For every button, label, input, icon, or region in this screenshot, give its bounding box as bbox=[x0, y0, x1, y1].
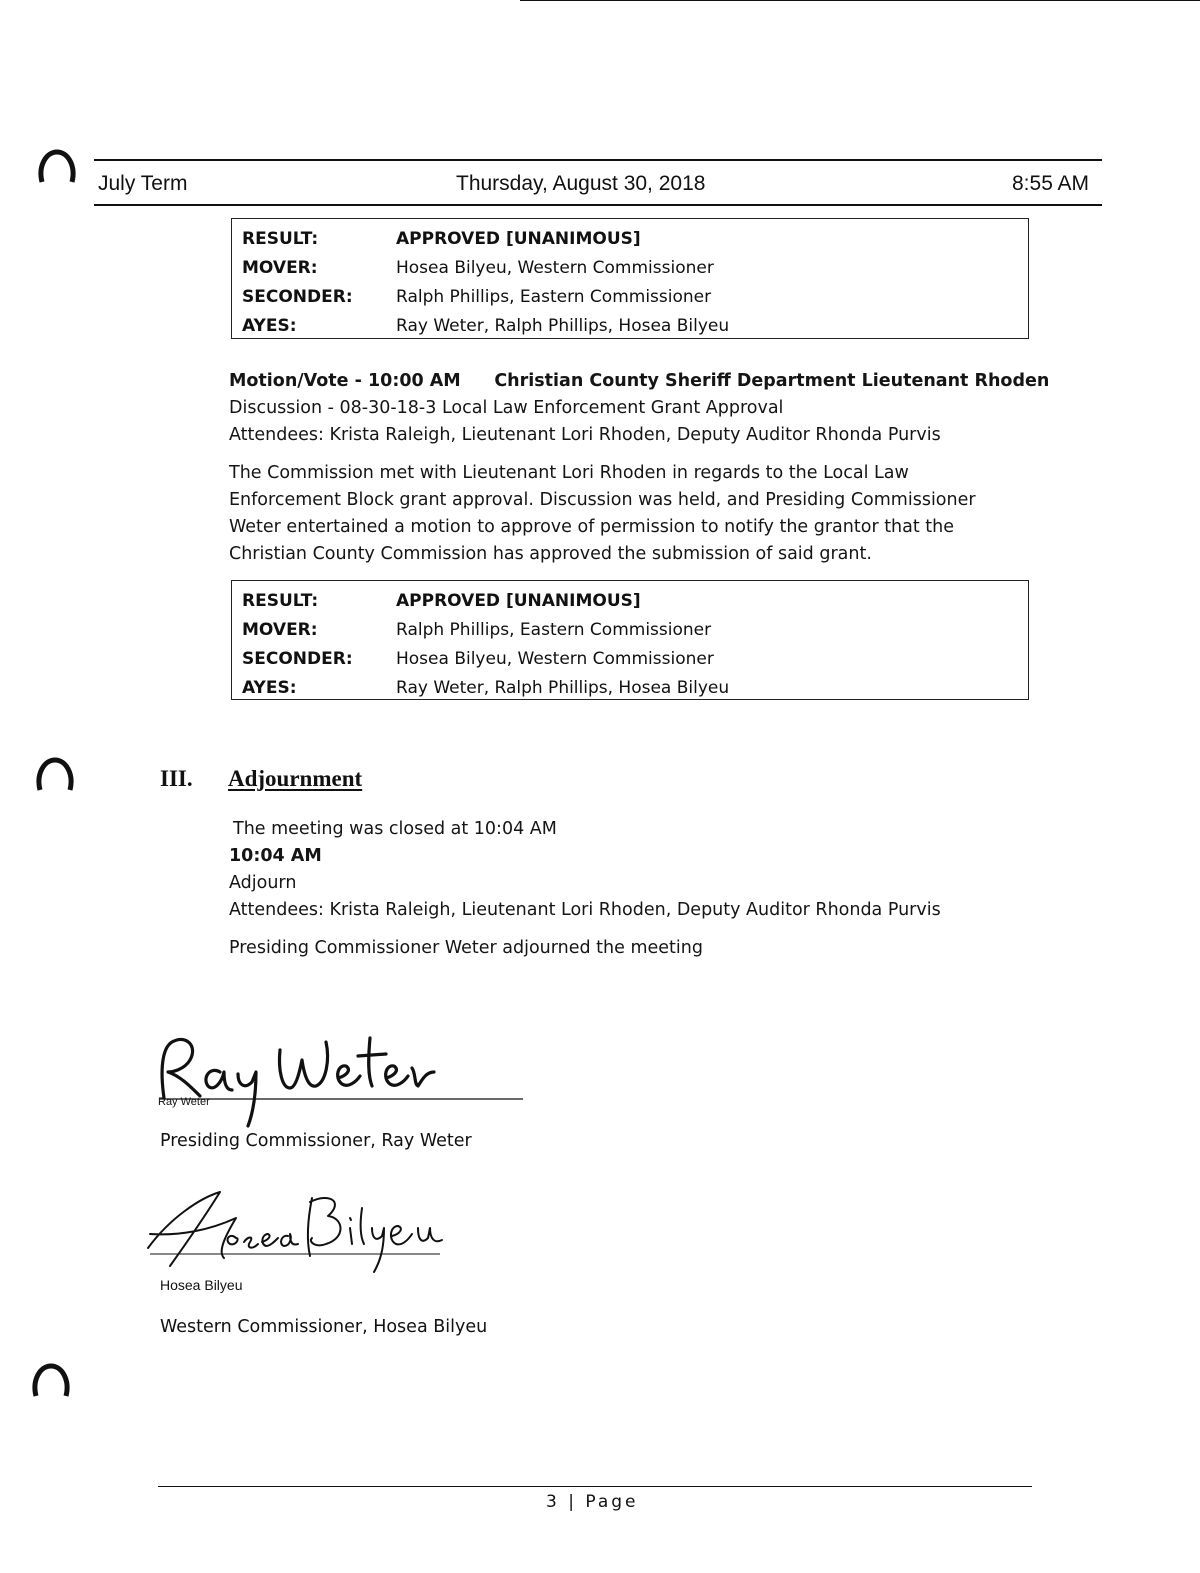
motion-heading bbox=[229, 368, 1049, 395]
result-label: RESULT: bbox=[242, 228, 319, 249]
section-title: Adjournment bbox=[228, 766, 363, 791]
motion-time: 10:00 AM bbox=[367, 371, 461, 391]
paragraph-line: Enforcement Block grant approval. Discussion was held, and Presiding Commissioner bbox=[229, 490, 976, 510]
signature-caption: Hosea Bilyeu bbox=[160, 1277, 243, 1293]
signatory-title: Presiding Commissioner, Ray Weter bbox=[160, 1131, 472, 1151]
vote-result-row bbox=[242, 586, 1018, 615]
ayes-label: AYES: bbox=[242, 315, 297, 336]
signature-caption: Ray Weter bbox=[158, 1096, 210, 1108]
adjournment-note: Presiding Commissioner Weter adjourned the meeting bbox=[229, 938, 703, 958]
vote-seconder-row bbox=[242, 282, 1018, 311]
header-date: Thursday, August 30, 2018 bbox=[456, 172, 706, 195]
paragraph-line: Christian County Commission has approved the submission of said grant. bbox=[229, 544, 872, 564]
mover-label: MOVER: bbox=[242, 257, 318, 278]
mover-value: Hosea Bilyeu, Western Commissioner bbox=[396, 257, 714, 278]
section-numeral: III. bbox=[160, 766, 193, 791]
mover-value: Ralph Phillips, Eastern Commissioner bbox=[396, 619, 712, 640]
header-top-rule bbox=[94, 159, 1102, 161]
result-label: RESULT: bbox=[242, 590, 319, 611]
header-time: 8:55 AM bbox=[1012, 172, 1090, 195]
page-number: 3 | Page bbox=[546, 1492, 639, 1512]
motion-paragraph bbox=[229, 460, 1049, 568]
paragraph-line: Weter entertained a motion to approve of permission to notify the grantor that the bbox=[229, 517, 955, 537]
signature-hosea-bilyeu bbox=[140, 1178, 460, 1278]
vote-result-row bbox=[242, 224, 1018, 253]
vote-result-box bbox=[231, 218, 1029, 339]
punch-hole-icon bbox=[36, 146, 78, 188]
scan-top-line bbox=[520, 0, 1200, 1]
mover-label: MOVER: bbox=[242, 619, 318, 640]
footer-rule bbox=[158, 1486, 1032, 1487]
motion-label: Motion/Vote - bbox=[229, 371, 368, 391]
result-value: APPROVED [UNANIMOUS] bbox=[396, 590, 641, 611]
vote-result-box bbox=[231, 580, 1029, 700]
seconder-value: Hosea Bilyeu, Western Commissioner bbox=[396, 648, 714, 669]
signatory-title: Western Commissioner, Hosea Bilyeu bbox=[160, 1317, 488, 1337]
punch-hole-icon bbox=[30, 1358, 72, 1400]
ayes-label: AYES: bbox=[242, 677, 297, 698]
ayes-value: Ray Weter, Ralph Phillips, Hosea Bilyeu bbox=[396, 315, 730, 336]
punch-hole-icon bbox=[34, 752, 76, 794]
motion-dept: Christian County Sheriff Department Lieutenant Rhoden bbox=[494, 371, 1050, 391]
seconder-label: SECONDER: bbox=[242, 648, 353, 669]
vote-ayes-row bbox=[242, 673, 1018, 702]
header-term: July Term bbox=[98, 172, 188, 195]
vote-mover-row bbox=[242, 615, 1018, 644]
adjournment-action: Adjourn bbox=[229, 873, 297, 893]
vote-seconder-row bbox=[242, 644, 1018, 673]
adjournment-closed: The meeting was closed at 10:04 AM bbox=[233, 819, 557, 839]
seconder-value: Ralph Phillips, Eastern Commissioner bbox=[396, 286, 712, 307]
seconder-label: SECONDER: bbox=[242, 286, 353, 307]
result-value: APPROVED [UNANIMOUS] bbox=[396, 228, 641, 249]
vote-ayes-row bbox=[242, 311, 1018, 340]
vote-mover-row bbox=[242, 253, 1018, 282]
motion-discussion: Discussion - 08-30-18-3 Local Law Enforcement Grant Approval bbox=[229, 398, 784, 418]
adjournment-attendees: Attendees: Krista Raleigh, Lieutenant Lori Rhoden, Deputy Auditor Rhonda Purvis bbox=[229, 900, 941, 920]
header-bottom-rule bbox=[94, 204, 1102, 206]
motion-attendees: Attendees: Krista Raleigh, Lieutenant Lori Rhoden, Deputy Auditor Rhonda Purvis bbox=[229, 425, 941, 445]
paragraph-line: The Commission met with Lieutenant Lori Rhoden in regards to the Local Law bbox=[229, 463, 909, 483]
ayes-value: Ray Weter, Ralph Phillips, Hosea Bilyeu bbox=[396, 677, 730, 698]
adjournment-time: 10:04 AM bbox=[229, 846, 322, 866]
signature-ray-weter bbox=[150, 1020, 530, 1130]
